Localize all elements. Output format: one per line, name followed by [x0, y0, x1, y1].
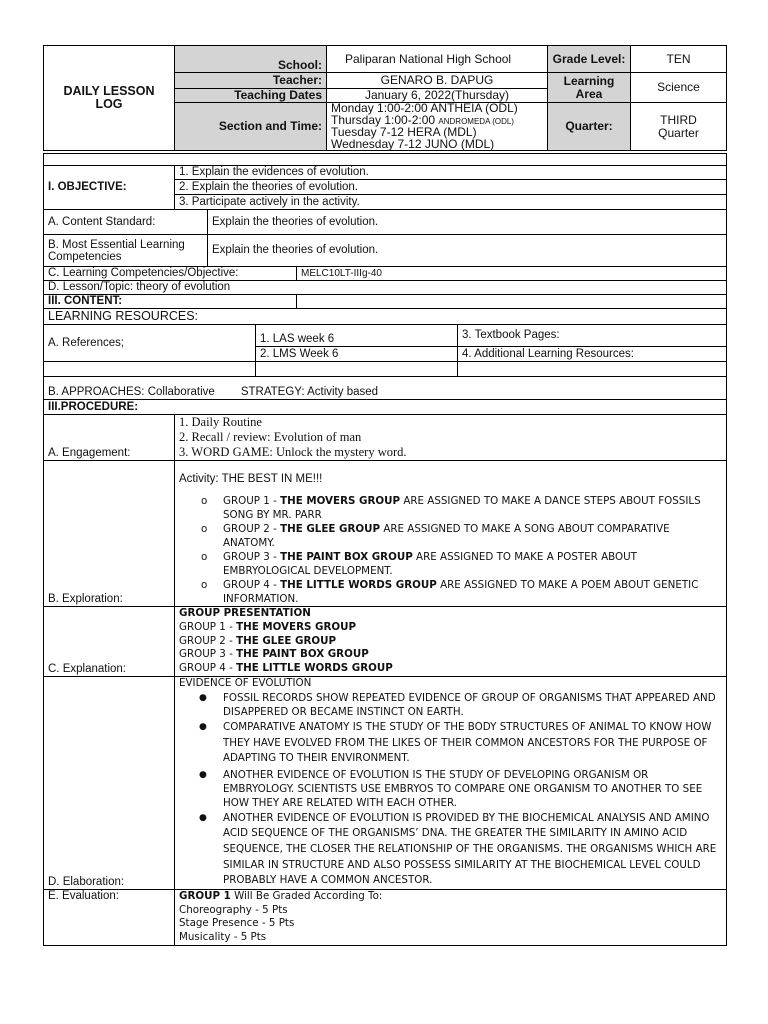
melc-value: Explain the theories of evolution. — [208, 235, 727, 267]
resources-label: LEARNING RESOURCES: — [44, 309, 727, 325]
activity-title: Activity: THE BEST IN ME!!! — [179, 473, 323, 485]
reference-item: 1. LAS week 6 — [256, 325, 458, 347]
competency-code: MELC10LT-IIIg-40 — [297, 267, 727, 281]
resources-blank — [458, 362, 727, 377]
engagement-item: 1. Daily Routine — [179, 415, 262, 429]
list-item: GROUP 1 - THE MOVERS GROUP — [179, 620, 357, 633]
explanation-label: C. Explanation: — [44, 607, 175, 677]
resources-blank — [256, 362, 458, 377]
content-standard-label: A. Content Standard: — [44, 210, 208, 235]
quarter-label: Quarter: — [548, 103, 631, 151]
evaluation-content — [175, 889, 727, 945]
elaboration-content — [175, 676, 727, 889]
engagement-item: 3. WORD GAME: Unlock the mystery word. — [179, 445, 407, 459]
lesson-table — [43, 153, 727, 946]
exploration-content — [175, 461, 727, 607]
approaches-label: B. APPROACHES: Collaborative — [48, 386, 215, 398]
list-item: Musicality - 5 Pts — [179, 931, 267, 944]
school-label: School: — [175, 46, 327, 73]
section-line: Tuesday 7-12 HERA (MDL) — [331, 125, 477, 139]
teacher-value: GENARO B. DAPUG — [327, 73, 548, 89]
list-item: ● FOSSIL RECORDS SHOW REPEATED EVIDENCE OF GROUP OF ORGANISMS THAT APPEARED AND DISAPPERED OR BECAME INSTINCT ON EARTH. — [199, 691, 716, 718]
reference-item: 2. LMS Week 6 — [256, 347, 458, 362]
school-value: Paliparan National High School — [327, 46, 548, 73]
section-schedule — [327, 103, 548, 151]
elaboration-label: D. Elaboration: — [44, 676, 175, 889]
procedure-label: III.PROCEDURE: — [44, 400, 727, 415]
learning-area-value: Science — [631, 73, 727, 103]
evaluation-label: E. Evaluation: — [44, 889, 175, 945]
elaboration-title: EVIDENCE OF EVOLUTION — [179, 676, 312, 689]
section-line: Thursday 1:00-2:00 ANDROMEDA (ODL) — [331, 112, 514, 127]
list-item: o GROUP 4 - THE LITTLE WORDS GROUP ARE ASSIGNED TO MAKE A POEM ABOUT GENETIC INFORMATION. — [201, 579, 699, 605]
list-item: Choreography - 5 Pts — [179, 903, 288, 916]
reference-item: 3. Textbook Pages: — [458, 325, 727, 347]
list-item: GROUP 2 - THE GLEE GROUP — [179, 634, 337, 647]
objective-item: 1. Explain the evidences of evolution. — [175, 166, 727, 180]
resources-blank — [44, 362, 256, 377]
engagement-label: A. Engagement: — [44, 415, 175, 461]
list-item: Stage Presence - 5 Pts — [179, 917, 295, 930]
content-value — [297, 295, 727, 309]
list-item: ● COMPARATIVE ANATOMY IS THE STUDY OF THE BODY STRUCTURES OF ANIMAL TO KNOW HOW THEY HAVE EVOLVED FROM THE LIKES OF THEIR COMMON ANCESTORS FOR THE PURPOSE OF ADAPTING TO THEIR ENVIRONMENT. — [199, 720, 712, 765]
references-label: A. References; — [44, 325, 256, 362]
strategy-label: STRATEGY: Activity based — [240, 386, 379, 398]
section-line: Monday 1:00-2:00 ANTHEIA (ODL) — [331, 101, 518, 115]
explanation-content — [175, 607, 727, 677]
elaboration-list — [179, 691, 722, 889]
reference-item: 4. Additional Learning Resources: — [458, 347, 727, 362]
melc-label: B. Most Essential Learning Competencies — [44, 235, 208, 267]
objective-label: I. OBJECTIVE: — [44, 166, 175, 210]
approaches-row — [44, 377, 727, 400]
topic-label: D. Lesson/Topic: theory of evolution — [44, 281, 727, 295]
grade-label: Grade Level: — [548, 46, 631, 73]
learning-area-label: Learning Area — [548, 73, 631, 103]
list-item: ● ANOTHER EVIDENCE OF EVOLUTION IS PROVIDED BY THE BIOCHEMICAL ANALYSIS AND AMINO ACID SEQUENCE OF THE ORGANISMS’ DNA. THE GREATER THE SIMILARITY IN AMINO ACID SEQUENCE, THE CLOSER THE RELATIONSHIP OF THE ORGANISMS. THE ORGANISMS WHICH ARE SIMILAR IN STRUCTURE AND ALSO POSSESS SIMILARITY AT THE BIOCHEMICAL LEVEL COULD PROBABLY HAVE A COMMON ANCESTOR. — [199, 811, 717, 887]
engagement-content — [175, 415, 727, 461]
engagement-item: 2. Recall / review: Evolution of man — [179, 430, 362, 444]
quarter-value: THIRD Quarter — [631, 103, 727, 151]
list-item: o GROUP 3 - THE PAINT BOX GROUP ARE ASSIGNED TO MAKE A POSTER ABOUT EMBRYOLOGICAL DEVELOPMENT. — [201, 551, 637, 577]
teacher-label: Teacher: — [175, 73, 327, 89]
header-table — [43, 45, 727, 151]
explanation-title: GROUP PRESENTATION — [179, 607, 311, 619]
list-item: o GROUP 1 - THE MOVERS GROUP ARE ASSIGNED TO MAKE A DANCE STEPS ABOUT FOSSILS SONG BY MR. PARR — [201, 495, 701, 521]
spacer-row — [44, 154, 727, 166]
list-item: ● ANOTHER EVIDENCE OF EVOLUTION IS THE STUDY OF DEVELOPING ORGANISM OR EMBRYOLOGY. SCIENTISTS USE EMBRYOS TO COMPARE ONE ORGANISM TO ANOTHER TO SEE HOW THEY ARE RELATED WITH EACH OTHER. — [199, 768, 703, 809]
content-label: III. CONTENT: — [44, 295, 297, 309]
dates-value: January 6, 2022(Thursday) — [327, 89, 548, 103]
section-label: Section and Time: — [175, 103, 327, 151]
section-line: Wednesday 7-12 JUNO (MDL) — [331, 136, 495, 151]
objective-item: 3. Participate actively in the activity. — [175, 195, 727, 210]
exploration-list — [179, 494, 722, 606]
competency-label: C. Learning Competencies/Objective: — [44, 267, 297, 281]
dates-label: Teaching Dates — [175, 89, 327, 103]
exploration-label: B. Exploration: — [44, 461, 175, 607]
evaluation-intro: GROUP 1 Will Be Graded According To: — [179, 889, 383, 902]
list-item: o GROUP 2 - THE GLEE GROUP ARE ASSIGNED TO MAKE A SONG ABOUT COMPARATIVE ANATOMY. — [201, 523, 670, 549]
log-title: DAILY LESSON LOG — [44, 46, 175, 151]
content-standard-value: Explain the theories of evolution. — [208, 210, 727, 235]
grade-value: TEN — [631, 46, 727, 73]
list-item: GROUP 4 - THE LITTLE WORDS GROUP — [179, 662, 393, 675]
list-item: GROUP 3 - THE PAINT BOX GROUP — [179, 648, 369, 661]
objective-item: 2. Explain the theories of evolution. — [175, 180, 727, 195]
